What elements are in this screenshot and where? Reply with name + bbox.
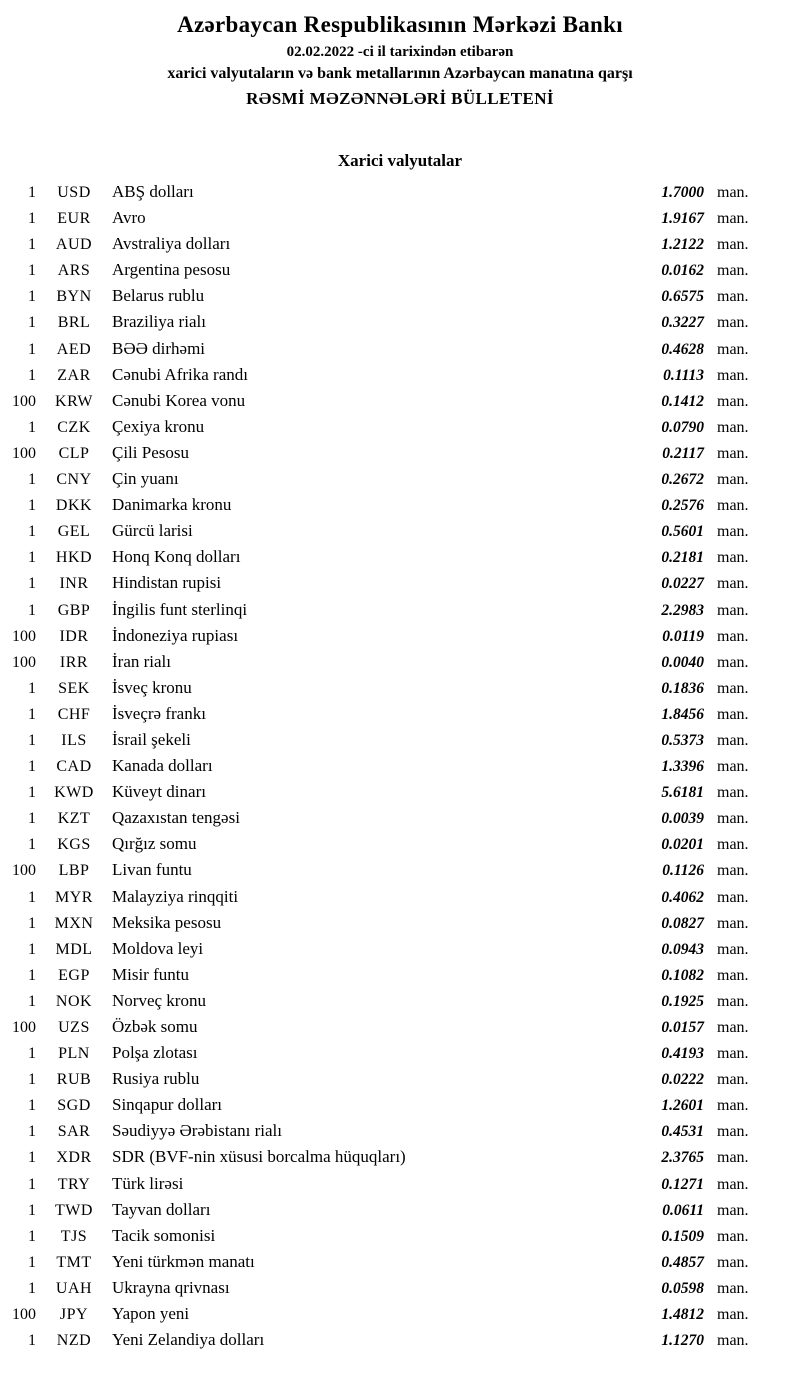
quantity-cell: 1 — [28, 966, 36, 984]
currency-code-cell: GBP — [57, 601, 91, 619]
rate-value-cell: 0.0227 — [661, 575, 704, 593]
rate-value-cell: 0.4628 — [661, 340, 704, 358]
quantity-cell: 1 — [28, 1045, 36, 1063]
currency-name-cell: Özbək somu — [112, 1017, 198, 1036]
currency-name-cell: Norveç kronu — [112, 990, 206, 1010]
rate-row — [0, 936, 800, 962]
bulletin-title: RƏSMİ MƏZƏNNƏLƏRİ BÜLLETENİ — [246, 89, 554, 108]
currency-code-cell: MXN — [54, 914, 94, 932]
quantity-cell: 1 — [28, 1279, 36, 1297]
unit-cell: man. — [717, 392, 749, 410]
rate-row — [0, 1144, 800, 1170]
rate-value-cell: 0.0040 — [661, 653, 704, 671]
rate-value-cell: 0.0943 — [661, 940, 704, 958]
currency-code-cell: IDR — [59, 627, 89, 645]
rate-value-cell: 0.1509 — [661, 1227, 704, 1245]
rate-value-cell: 0.2117 — [662, 444, 704, 462]
currency-code-cell: KRW — [55, 392, 93, 410]
rate-value-cell: 0.1082 — [661, 966, 704, 984]
currency-name-cell: Qazaxıstan tengəsi — [112, 808, 240, 828]
rate-value-cell: 0.5601 — [661, 523, 704, 541]
quantity-cell: 100 — [12, 1019, 36, 1036]
currency-name-cell: Sinqapur dolları — [112, 1095, 223, 1115]
quantity-cell: 100 — [12, 1306, 36, 1324]
currency-name-cell: Qırğız somu — [112, 834, 197, 854]
unit-cell: man. — [717, 523, 749, 541]
currency-name-cell: Livan funtu — [112, 860, 192, 880]
rate-value-cell: 1.9167 — [661, 210, 704, 228]
currency-code-cell: AUD — [55, 236, 93, 254]
rate-row — [0, 675, 800, 701]
rate-value-cell: 1.8456 — [661, 705, 704, 723]
rate-row — [0, 179, 800, 205]
rate-value-cell: 0.0222 — [661, 1071, 704, 1089]
currency-code-cell: JPY — [59, 1306, 89, 1324]
unit-cell: man. — [717, 1227, 749, 1245]
rate-row — [0, 544, 800, 570]
currency-name-cell: Honq Konq dolları — [112, 547, 241, 567]
rate-value-cell: 0.1836 — [661, 679, 704, 697]
rate-row — [0, 1092, 800, 1118]
rate-value-cell: 0.4857 — [661, 1253, 704, 1271]
unit-cell: man. — [717, 1149, 749, 1167]
currency-name-cell: Avro — [112, 208, 146, 228]
rate-value-cell: 0.0201 — [661, 836, 704, 854]
currency-name-cell: Braziliya rialı — [112, 312, 206, 332]
rate-value-cell: 0.1113 — [663, 366, 704, 384]
rate-row — [0, 727, 800, 753]
currency-name-cell: Səudiyyə Ərəbistanı rialı — [112, 1121, 282, 1141]
unit-cell: man. — [717, 758, 749, 776]
rate-value-cell: 0.0598 — [661, 1279, 704, 1297]
currency-code-cell: TJS — [60, 1227, 88, 1245]
quantity-cell: 1 — [28, 314, 36, 332]
currency-code-cell: ZAR — [57, 366, 91, 384]
currency-name-cell: Ukrayna qrivnası — [112, 1277, 230, 1297]
currency-name-cell: Avstraliya dolları — [112, 234, 231, 254]
unit-cell: man. — [717, 497, 749, 515]
currency-code-cell: LBP — [58, 862, 90, 880]
quantity-cell: 1 — [28, 1201, 36, 1219]
currency-code-cell: AED — [56, 340, 92, 358]
rate-row — [0, 492, 800, 518]
quantity-cell: 1 — [28, 784, 36, 802]
currency-name-cell: SDR (BVF-nin xüsusi borcalma hüquqları) — [112, 1147, 406, 1167]
rate-row — [0, 205, 800, 231]
rate-row — [0, 1118, 800, 1144]
quantity-cell: 1 — [28, 888, 36, 906]
rate-row — [0, 962, 800, 988]
currency-name-cell: Yapon yeni — [112, 1304, 190, 1324]
unit-cell: man. — [717, 914, 749, 932]
currency-name-cell: İsveç kronu — [112, 677, 192, 697]
currency-code-cell: XDR — [56, 1149, 92, 1167]
unit-cell: man. — [717, 549, 749, 567]
unit-cell: man. — [717, 940, 749, 958]
unit-cell: man. — [717, 966, 749, 984]
quantity-cell: 1 — [28, 1071, 36, 1089]
unit-cell: man. — [717, 471, 749, 489]
quantity-cell: 1 — [28, 1227, 36, 1245]
rate-row — [0, 597, 800, 623]
rate-value-cell: 0.4193 — [661, 1045, 704, 1063]
rate-value-cell: 0.0162 — [661, 262, 704, 280]
rate-row — [0, 1040, 800, 1066]
quantity-cell: 100 — [12, 627, 36, 645]
rate-row — [0, 1301, 800, 1327]
currency-code-cell: KGS — [57, 836, 91, 854]
currency-name-cell: Malayziya rinqqiti — [112, 886, 239, 906]
unit-cell: man. — [717, 731, 749, 749]
currency-code-cell: UZS — [58, 1019, 90, 1036]
unit-cell: man. — [717, 418, 749, 436]
rate-row — [0, 414, 800, 440]
currency-name-cell: BƏƏ dirhəmi — [112, 338, 206, 358]
quantity-cell: 1 — [28, 497, 36, 515]
rate-row — [0, 1197, 800, 1223]
quantity-cell: 1 — [28, 549, 36, 567]
unit-cell: man. — [717, 627, 749, 645]
rate-value-cell: 2.3765 — [661, 1149, 704, 1167]
unit-cell: man. — [717, 184, 749, 201]
currency-code-cell: ARS — [57, 262, 91, 280]
currency-code-cell: IRR — [59, 653, 89, 671]
currency-code-cell: CLP — [58, 444, 90, 462]
rate-row — [0, 466, 800, 492]
quantity-cell: 1 — [28, 262, 36, 280]
rate-value-cell: 0.0827 — [661, 914, 704, 932]
currency-name-cell: Kanada dolları — [112, 756, 213, 776]
rate-row — [0, 1171, 800, 1197]
unit-cell: man. — [717, 1306, 749, 1324]
rate-row — [0, 1223, 800, 1249]
rate-value-cell: 0.2181 — [661, 549, 704, 567]
currency-name-cell: Rusiya rublu — [112, 1069, 200, 1089]
rate-value-cell: 0.1126 — [662, 862, 704, 880]
currency-code-cell: TWD — [55, 1201, 93, 1219]
rate-value-cell: 0.4062 — [661, 888, 704, 906]
quantity-cell: 1 — [28, 836, 36, 854]
quantity-cell: 1 — [28, 184, 36, 201]
quantity-cell: 1 — [28, 758, 36, 776]
currency-code-cell: EUR — [57, 210, 91, 228]
rate-row — [0, 649, 800, 675]
unit-cell: man. — [717, 1201, 749, 1219]
rate-row — [0, 283, 800, 309]
currency-name-cell: İsrail şekeli — [112, 729, 191, 749]
rate-row — [0, 1327, 800, 1353]
currency-code-cell: NOK — [55, 992, 93, 1010]
unit-cell: man. — [717, 784, 749, 802]
currency-code-cell: PLN — [58, 1045, 90, 1063]
bulletin-subtitle: xarici valyutaların və bank metallarının Azərbaycan manatına qarşı — [167, 65, 633, 82]
unit-cell: man. — [717, 288, 749, 306]
currency-code-cell: DKK — [55, 497, 93, 515]
rate-row — [0, 1066, 800, 1092]
quantity-cell: 100 — [12, 444, 36, 462]
quantity-cell: 100 — [12, 653, 36, 671]
unit-cell: man. — [717, 1175, 749, 1193]
currency-code-cell: EGP — [58, 966, 90, 984]
unit-cell: man. — [717, 992, 749, 1010]
quantity-cell: 1 — [28, 210, 36, 228]
currency-code-cell: CZK — [57, 418, 91, 436]
quantity-cell: 1 — [28, 1332, 36, 1350]
rate-row — [0, 362, 800, 388]
currency-code-cell: TRY — [57, 1175, 91, 1193]
rate-value-cell: 0.3227 — [661, 314, 704, 332]
rate-value-cell: 0.5373 — [661, 731, 704, 749]
rates-table-body — [0, 179, 800, 1353]
currency-name-cell: Hindistan rupisi — [112, 573, 222, 593]
currency-name-cell: Cənubi Korea vonu — [112, 390, 246, 410]
quantity-cell: 1 — [28, 1253, 36, 1271]
currency-code-cell: MYR — [55, 888, 93, 906]
currency-name-cell: Belarus rublu — [112, 286, 205, 306]
currency-code-cell: UAH — [55, 1279, 93, 1297]
quantity-cell: 1 — [28, 1175, 36, 1193]
currency-code-cell: CNY — [56, 471, 92, 489]
currency-code-cell: ILS — [61, 731, 87, 749]
rate-row — [0, 831, 800, 857]
unit-cell: man. — [717, 653, 749, 671]
quantity-cell: 1 — [28, 914, 36, 932]
rate-row — [0, 988, 800, 1014]
rate-row — [0, 1275, 800, 1301]
currency-name-cell: Gürcü larisi — [112, 521, 193, 541]
rate-row — [0, 231, 800, 257]
rate-value-cell: 2.2983 — [661, 601, 704, 619]
rate-value-cell: 0.1925 — [661, 992, 704, 1010]
effective-date-line: 02.02.2022 -ci il tarixindən etibarən — [286, 44, 514, 60]
quantity-cell: 1 — [28, 523, 36, 541]
currency-name-cell: Polşa zlotası — [112, 1043, 198, 1063]
document-header — [0, 0, 800, 109]
rate-value-cell: 0.0039 — [661, 810, 704, 828]
quantity-cell: 1 — [28, 575, 36, 593]
currency-code-cell: BRL — [57, 314, 91, 332]
rate-row — [0, 570, 800, 596]
quantity-cell: 100 — [12, 392, 36, 410]
currency-name-cell: Küveyt dinarı — [112, 782, 206, 802]
currency-code-cell: SAR — [57, 1123, 91, 1141]
rate-value-cell: 0.2576 — [661, 497, 704, 515]
currency-code-cell: CAD — [56, 758, 92, 776]
currency-name-cell: Misir funtu — [112, 964, 189, 984]
currency-code-cell: NZD — [56, 1332, 92, 1350]
rate-row — [0, 309, 800, 335]
unit-cell: man. — [717, 1253, 749, 1271]
quantity-cell: 1 — [28, 1123, 36, 1141]
quantity-cell: 1 — [28, 679, 36, 697]
rate-row — [0, 518, 800, 544]
unit-cell: man. — [717, 705, 749, 723]
unit-cell: man. — [717, 1123, 749, 1141]
rate-value-cell: 0.4531 — [661, 1123, 704, 1141]
currency-name-cell: Cənubi Afrika randı — [112, 364, 248, 384]
currency-name-cell: Tacik somonisi — [112, 1225, 216, 1245]
unit-cell: man. — [717, 210, 749, 228]
rate-row — [0, 1249, 800, 1275]
unit-cell: man. — [717, 601, 749, 619]
bank-title: Azərbaycan Respublikasının Mərkəzi Bankı — [177, 12, 623, 37]
rate-row — [0, 257, 800, 283]
currency-name-cell: Meksika pesosu — [112, 912, 222, 932]
quantity-cell: 1 — [28, 705, 36, 723]
rate-value-cell: 1.7000 — [661, 184, 704, 201]
unit-cell: man. — [717, 888, 749, 906]
currency-name-cell: İsveçrə frankı — [112, 703, 206, 723]
quantity-cell: 1 — [28, 810, 36, 828]
rate-row — [0, 805, 800, 831]
rate-value-cell: 1.2122 — [661, 236, 704, 254]
currency-name-cell: Çin yuanı — [112, 469, 179, 489]
currency-name-cell: Çexiya kronu — [112, 416, 205, 436]
rate-row — [0, 779, 800, 805]
currency-name-cell: Argentina pesosu — [112, 260, 231, 280]
rate-row — [0, 1014, 800, 1040]
section-title-foreign-currencies: Xarici valyutalar — [337, 151, 463, 170]
unit-cell: man. — [717, 236, 749, 254]
rate-value-cell: 0.6575 — [661, 288, 704, 306]
rate-row — [0, 910, 800, 936]
currency-name-cell: Türk lirəsi — [112, 1173, 184, 1193]
quantity-cell: 100 — [12, 862, 36, 880]
quantity-cell: 1 — [28, 1149, 36, 1167]
rate-value-cell: 0.1271 — [661, 1175, 704, 1193]
unit-cell: man. — [717, 836, 749, 854]
rate-value-cell: 1.2601 — [661, 1097, 704, 1115]
quantity-cell: 1 — [28, 601, 36, 619]
currency-name-cell: Çili Pesosu — [112, 442, 189, 462]
currency-code-cell: INR — [59, 575, 89, 593]
rate-row — [0, 388, 800, 414]
rate-value-cell: 5.6181 — [661, 784, 704, 802]
quantity-cell: 1 — [28, 288, 36, 306]
quantity-cell: 1 — [28, 731, 36, 749]
rate-value-cell: 0.2672 — [661, 471, 704, 489]
unit-cell: man. — [717, 340, 749, 358]
unit-cell: man. — [717, 444, 749, 462]
quantity-cell: 1 — [28, 940, 36, 958]
currency-name-cell: İngilis funt sterlinqi — [112, 599, 248, 619]
rate-value-cell: 0.0157 — [661, 1019, 704, 1036]
rate-value-cell: 1.1270 — [661, 1332, 704, 1350]
rate-value-cell: 0.0790 — [661, 418, 704, 436]
rate-row — [0, 623, 800, 649]
currency-name-cell: Tayvan dolları — [112, 1199, 211, 1219]
unit-cell: man. — [717, 1279, 749, 1297]
rate-value-cell: 1.4812 — [661, 1306, 704, 1324]
rate-row — [0, 701, 800, 727]
rate-row — [0, 336, 800, 362]
currency-code-cell: RUB — [56, 1071, 92, 1089]
unit-cell: man. — [717, 1097, 749, 1115]
currency-code-cell: TMT — [56, 1253, 92, 1271]
unit-cell: man. — [717, 1019, 749, 1036]
quantity-cell: 1 — [28, 366, 36, 384]
quantity-cell: 1 — [28, 236, 36, 254]
rate-value-cell: 0.1412 — [661, 392, 704, 410]
currency-name-cell: Yeni türkmən manatı — [112, 1251, 255, 1271]
quantity-cell: 1 — [28, 471, 36, 489]
unit-cell: man. — [717, 862, 749, 880]
quantity-cell: 1 — [28, 992, 36, 1010]
currency-code-cell: MDL — [55, 940, 93, 958]
rate-value-cell: 1.3396 — [661, 758, 704, 776]
currency-name-cell: İran rialı — [112, 651, 171, 671]
currency-name-cell: ABŞ dolları — [112, 182, 194, 201]
unit-cell: man. — [717, 314, 749, 332]
currency-name-cell: Yeni Zelandiya dolları — [112, 1330, 265, 1350]
currency-code-cell: CHF — [57, 705, 91, 723]
currency-name-cell: Danimarka kronu — [112, 495, 232, 515]
currency-code-cell: KZT — [57, 810, 91, 828]
unit-cell: man. — [717, 262, 749, 280]
currency-code-cell: SEK — [58, 679, 90, 697]
rate-value-cell: 0.0611 — [662, 1201, 704, 1219]
currency-code-cell: USD — [57, 184, 91, 201]
currency-code-cell: HKD — [55, 549, 93, 567]
rate-row — [0, 753, 800, 779]
unit-cell: man. — [717, 1071, 749, 1089]
currency-name-cell: Moldova leyi — [112, 938, 204, 958]
rate-row — [0, 440, 800, 466]
quantity-cell: 1 — [28, 1097, 36, 1115]
quantity-cell: 1 — [28, 418, 36, 436]
unit-cell: man. — [717, 1332, 749, 1350]
currency-code-cell: SGD — [57, 1097, 91, 1115]
rate-row — [0, 884, 800, 910]
currency-code-cell: KWD — [54, 784, 94, 802]
unit-cell: man. — [717, 1045, 749, 1063]
unit-cell: man. — [717, 679, 749, 697]
currency-code-cell: GEL — [57, 523, 91, 541]
currency-code-cell: BYN — [56, 288, 92, 306]
rate-value-cell: 0.0119 — [662, 627, 704, 645]
currency-name-cell: İndoneziya rupiası — [112, 625, 239, 645]
unit-cell: man. — [717, 575, 749, 593]
unit-cell: man. — [717, 810, 749, 828]
quantity-cell: 1 — [28, 340, 36, 358]
rate-row — [0, 857, 800, 883]
unit-cell: man. — [717, 366, 749, 384]
